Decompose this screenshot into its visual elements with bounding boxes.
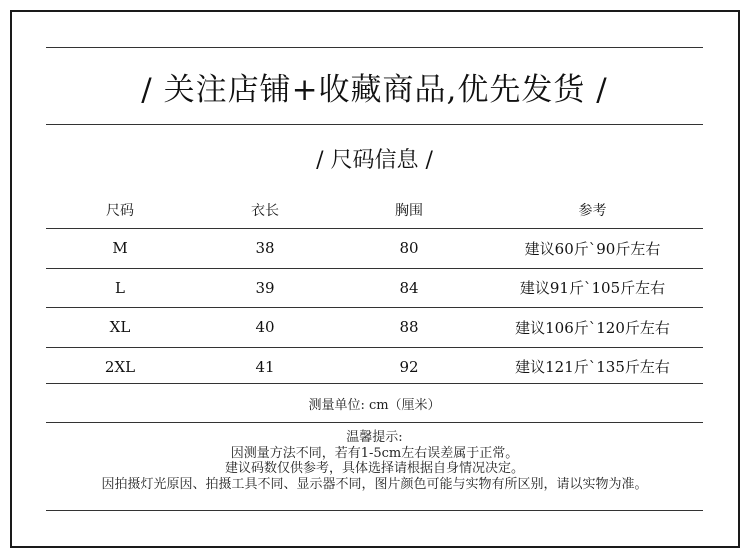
cell-length: 39 xyxy=(255,278,275,297)
cell-chest: 88 xyxy=(399,318,419,337)
header-size: 尺码 xyxy=(106,203,134,219)
cell-length: 38 xyxy=(255,239,275,258)
measurement-unit: 测量单位: cm（厘米） xyxy=(308,397,441,413)
cell-chest: 92 xyxy=(399,357,419,376)
row-divider xyxy=(46,347,703,348)
table-row xyxy=(46,308,703,347)
bottom-divider xyxy=(46,510,703,511)
cell-size: 2XL xyxy=(104,357,136,376)
cell-reference: 建议91斤`105斤左右 xyxy=(519,279,666,298)
cell-size: M xyxy=(112,239,128,258)
size-info-title: / 尺码信息 / xyxy=(316,147,433,173)
size-table xyxy=(46,192,703,386)
cell-reference: 建议121斤`135斤左右 xyxy=(515,358,670,377)
table-row xyxy=(46,229,703,268)
header-chest: 胸围 xyxy=(395,203,423,219)
cell-reference: 建议60斤`90斤左右 xyxy=(524,239,661,258)
row-divider xyxy=(46,268,703,269)
table-row xyxy=(46,348,703,387)
banner-divider xyxy=(46,124,703,125)
unit-divider xyxy=(46,422,703,423)
cell-size: XL xyxy=(109,318,131,337)
table-row xyxy=(46,269,703,308)
store-banner: / 关注店铺+收藏商品,优先发货 / xyxy=(141,71,608,108)
tips-title: 温馨提示: xyxy=(346,430,403,445)
cell-chest: 84 xyxy=(399,278,419,297)
table-header-row xyxy=(46,192,703,228)
row-divider xyxy=(46,228,703,229)
cell-chest: 80 xyxy=(399,239,419,258)
cell-size: L xyxy=(115,278,125,297)
header-length: 衣长 xyxy=(251,203,279,219)
warm-tips xyxy=(46,430,703,492)
tips-line: 建议码数仅供参考，具体选择请根据自身情况决定。 xyxy=(224,461,524,476)
cell-length: 41 xyxy=(255,357,275,376)
tips-line: 因拍摄灯光原因、拍摄工具不同、显示器不同，图片颜色可能与实物有所区别，请以实物为准。 xyxy=(101,476,648,492)
header-reference: 参考 xyxy=(578,203,607,219)
row-divider xyxy=(46,307,703,308)
tips-line: 因测量方法不同，若有1-5cm左右误差属于正常。 xyxy=(230,445,519,461)
cell-reference: 建议106斤`120斤左右 xyxy=(515,318,670,337)
cell-length: 40 xyxy=(255,318,275,337)
